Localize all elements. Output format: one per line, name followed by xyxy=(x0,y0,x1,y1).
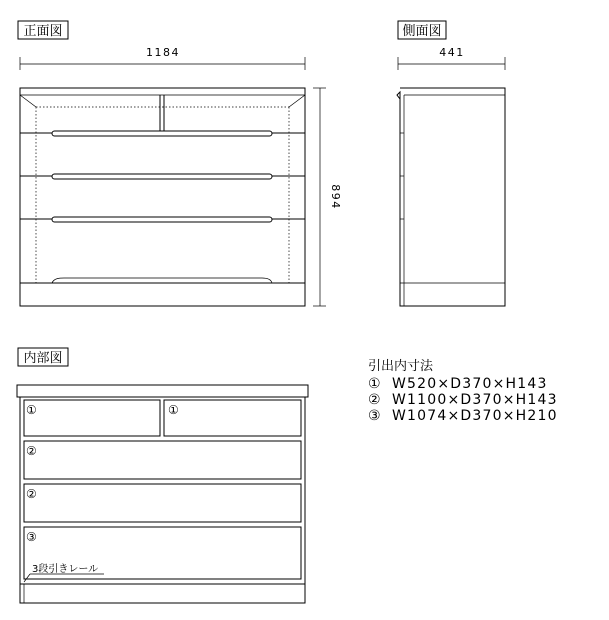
drawer-marker-1a: ① xyxy=(26,403,37,417)
side-view-title: 側面図 xyxy=(402,24,442,39)
spec-text-1: W520×D370×H143 xyxy=(392,376,548,392)
drawer-handle-1 xyxy=(52,131,272,136)
front-view-title: 正面図 xyxy=(23,24,63,39)
side-outline xyxy=(397,88,505,306)
drawer-handle-2 xyxy=(52,174,272,179)
side-view xyxy=(397,21,505,306)
drawer-marker-1b: ① xyxy=(168,403,179,417)
drawer-handle-3 xyxy=(52,217,272,222)
spec-marker-1: ① xyxy=(368,376,382,392)
specs-title: 引出内寸法 xyxy=(368,359,434,374)
front-view xyxy=(18,21,342,306)
drawer-marker-3: ③ xyxy=(26,530,37,544)
front-outline xyxy=(20,88,305,306)
interior-top-board xyxy=(17,385,308,397)
interior-drawer-1a xyxy=(24,400,160,436)
interior-view-title: 内部図 xyxy=(23,351,63,366)
spec-marker-2: ② xyxy=(368,392,382,408)
spec-text-3: W1074×D370×H210 xyxy=(392,408,558,424)
drawer-marker-2b: ② xyxy=(26,487,37,501)
side-depth-label: 441 xyxy=(439,46,465,59)
rail-leader-tail xyxy=(24,574,30,582)
front-top-bevel xyxy=(20,95,305,107)
rail-label: 3段引きレール xyxy=(32,564,99,575)
interior-drawer-2b xyxy=(24,484,301,522)
spec-text-2: W1100×D370×H143 xyxy=(392,392,558,408)
interior-view xyxy=(17,348,308,603)
front-width-label: 1184 xyxy=(146,46,180,59)
drawer-marker-2a: ② xyxy=(26,444,37,458)
spec-marker-3: ③ xyxy=(368,408,382,424)
drawer-specs xyxy=(368,358,558,424)
front-height-label: 894 xyxy=(329,184,342,210)
interior-drawer-2a xyxy=(24,441,301,479)
interior-drawer-1b xyxy=(164,400,301,436)
drawer-handle-4 xyxy=(52,278,272,283)
